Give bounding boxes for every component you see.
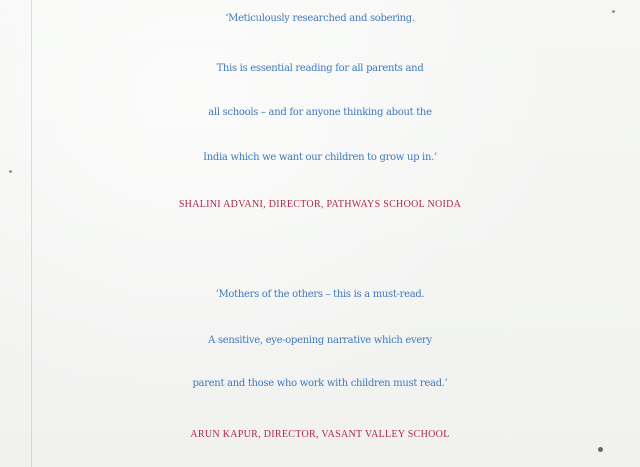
quote-1-line-3: all schools – and for anyone thinking about the	[208, 107, 432, 118]
quote-2-line-2: A sensitive, eye-opening narrative which every	[208, 335, 432, 346]
quote-1-line-4: India which we want our children to grow up in.’	[203, 152, 437, 163]
quote-1-line-2: This is essential reading for all parents and	[216, 63, 424, 74]
paper-speck	[9, 170, 12, 173]
paper-speck	[612, 10, 615, 13]
quote-2-line-3: parent and those who work with children must read.’	[192, 378, 448, 389]
paper-speck	[598, 447, 603, 452]
quote-2-line-1: ‘Mothers of the others – this is a must-read.	[215, 289, 425, 300]
quote-1-line-1: ‘Meticulously researched and sobering.	[225, 13, 415, 24]
attribution-1: SHALINI ADVANI, DIRECTOR, PATHWAYS SCHOOL NOIDA	[178, 199, 462, 210]
attribution-2: ARUN KAPUR, DIRECTOR, VASANT VALLEY SCHOOL	[190, 429, 450, 440]
